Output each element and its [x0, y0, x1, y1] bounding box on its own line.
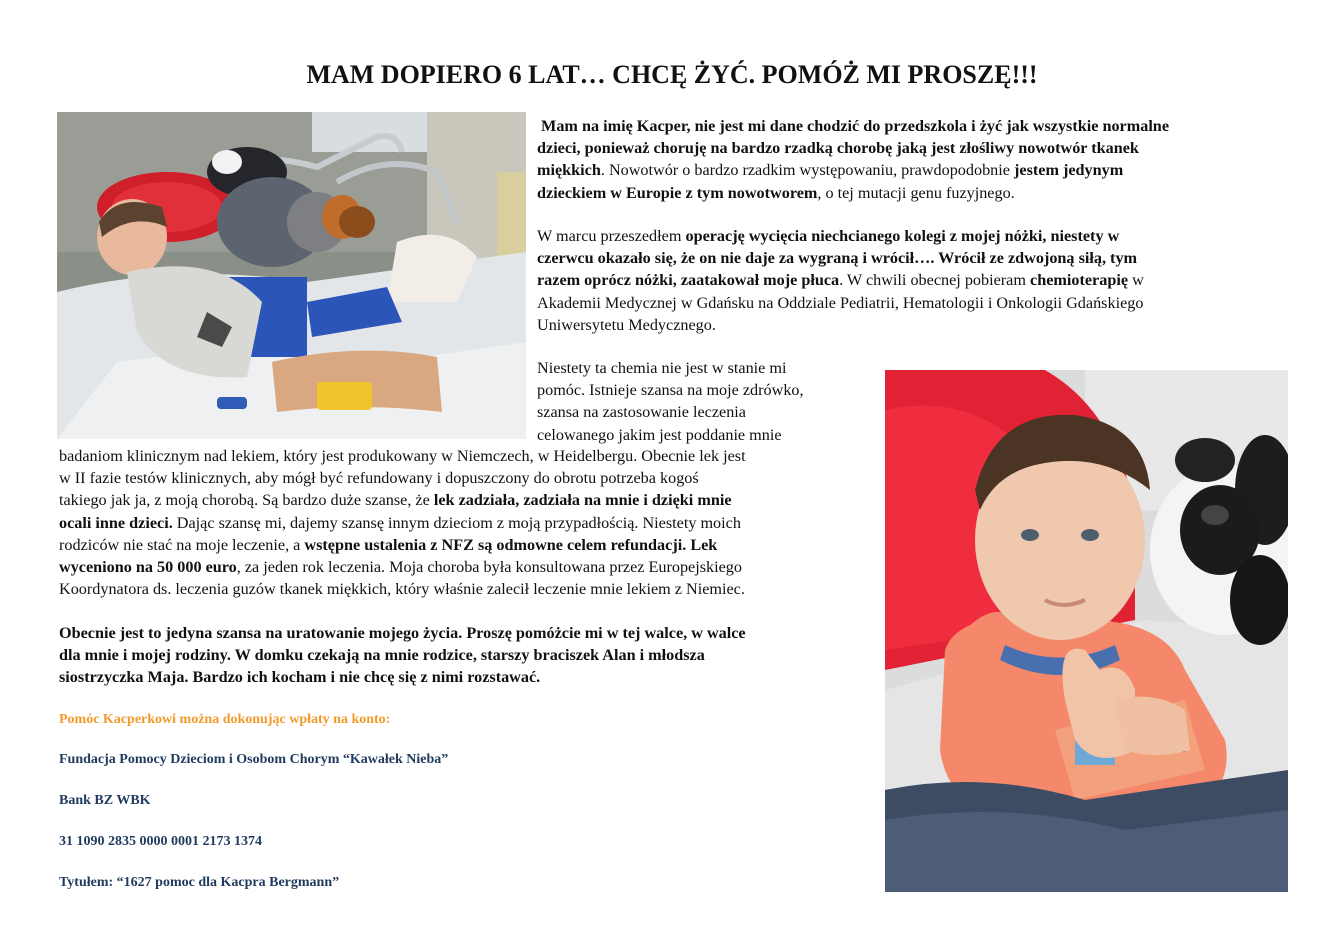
portrait-photo: [885, 370, 1288, 892]
treatment-line-9-normal: rodziców nie stać na moje leczenie, a: [59, 535, 305, 554]
donation-reference: Tytułem: “1627 pomoc dla Kacpra Bergmann”: [59, 875, 340, 890]
intro-line-4-bold: dzieckiem w Europie z tym nowotworem: [537, 183, 818, 202]
treatment-line-6: w II fazie testów klinicznych, aby mógł być refundowany i dopuszczony do obrotu potrzeba kogoś: [59, 469, 699, 488]
hospital-photo-illustration: [57, 112, 526, 439]
intro-line-2: dzieci, ponieważ choruję na bardzo rzadką chorobę jaką jest złośliwy nowotwór tkanek: [537, 139, 1139, 158]
treatment-line-10-normal: , za jeden rok leczenia. Moja choroba była konsultowana przez Europejskiego: [236, 558, 742, 577]
surgery-line-1-normal: W marcu przeszedłem: [537, 227, 686, 245]
treatment-line-5: badaniom klinicznym nad lekiem, który jest produkowany w Niemczech, w Heidelbergu. Obecnie lek jest: [59, 447, 746, 465]
surgery-line-3-bold: razem oprócz nóżki, zaatakował moje płuca: [537, 271, 840, 290]
intro-line-3-bold: miękkich: [537, 161, 601, 180]
surgery-line-3-bold2: chemioterapię: [1030, 271, 1129, 290]
treatment-line-10-bold: wyceniono na 50 000 euro: [59, 558, 237, 577]
surgery-line-4: Akademii Medycznej w Gdańsku na Oddziale Pediatrii, Hematologii i Onkologii Gdańskiego: [537, 293, 1144, 312]
treatment-line-7-bold: lek zadziała, zadziała na mnie i dzięki mnie: [433, 491, 732, 510]
donation-foundation: Fundacja Pomocy Dzieciom i Osobom Chorym “Kawałek Nieba”: [59, 752, 449, 767]
appeal-line-1: Obecnie jest to jedyna szansa na uratowanie mojego życia. Proszę pomóżcie mi w tej walce, w walce: [59, 624, 746, 642]
treatment-line-4: celowanego jakim jest poddanie mnie: [537, 425, 782, 444]
page-title: MAM DOPIERO 6 LAT… CHCĘ ŻYĆ. POMÓŻ MI PROSZĘ!!!: [306, 60, 1038, 89]
intro-line-3-bold2: jestem jedynym: [1014, 161, 1124, 180]
treatment-line-8-normal: Dając szansę mi, dajemy szansę innym dzieciom z moją przypadłością. Niestety moich: [172, 513, 741, 532]
treatment-line-3: szansa na zastosowanie leczenia: [537, 403, 746, 422]
treatment-paragraph-top: [537, 357, 877, 446]
surgery-paragraph: [537, 225, 1297, 336]
appeal-line-3: siostrzyczka Maja. Bardzo ich kocham i nie chcę się z nimi rozstawać.: [59, 668, 541, 687]
portrait-photo-illustration: [885, 370, 1288, 892]
surgery-line-2: czerwcu okazało się, że on nie daje za wygraną i wrócił…. Wrócił ze zdwojoną siłą, tym: [537, 249, 1138, 268]
treatment-line-9-bold: wstępne ustalenia z NFZ są odmowne celem refundacji. Lek: [304, 535, 718, 554]
donation-account-number[interactable]: 31 1090 2835 0000 0001 2173 1374: [59, 834, 262, 849]
donation-heading: Pomóc Kacperkowi można dokonując wpłaty na konto:: [59, 712, 391, 727]
treatment-line-7-normal: takiego jak ja, z moją chorobą. Są bardzo duże szanse, że: [59, 491, 434, 510]
surgery-line-3-normal2: w: [1128, 271, 1144, 290]
treatment-line-8-bold: ocali inne dzieci.: [59, 513, 173, 532]
intro-line-1: Mam na imię Kacper, nie jest mi dane chodzić do przedszkola i żyć jak wszystkie normalne: [537, 117, 1169, 135]
hospital-photo: [57, 112, 526, 439]
treatment-line-2: pomóc. Istnieje szansa na moje zdrówko,: [537, 381, 804, 400]
donation-bank: Bank BZ WBK: [59, 793, 151, 808]
surgery-line-1-bold: operację wycięcia niechcianego kolegi z mojej nóżki, niestety w: [685, 227, 1120, 245]
intro-paragraph: [537, 115, 1297, 204]
treatment-line-1: Niestety ta chemia nie jest w stanie mi: [537, 359, 787, 377]
intro-line-3-normal: . Nowotwór o bardzo rzadkim występowaniu, prawdopodobnie: [600, 161, 1014, 180]
appeal-paragraph: [59, 622, 879, 689]
intro-line-4-normal: , o tej mutacji genu fuzyjnego.: [817, 183, 1015, 202]
appeal-line-2: dla mnie i mojej rodziny. W domku czekają na mnie rodzice, starszy braciszek Alan i młodsza: [59, 646, 705, 665]
surgery-line-5: Uniwersytetu Medycznego.: [537, 315, 716, 334]
surgery-line-3-normal: . W chwili obecnej pobieram: [839, 271, 1031, 290]
treatment-paragraph-bottom: [59, 445, 879, 600]
treatment-line-11: Koordynatora ds. leczenia guzów tkanek miękkich, który właśnie zalecił leczenie mnie lekiem z Niemiec.: [59, 580, 745, 599]
